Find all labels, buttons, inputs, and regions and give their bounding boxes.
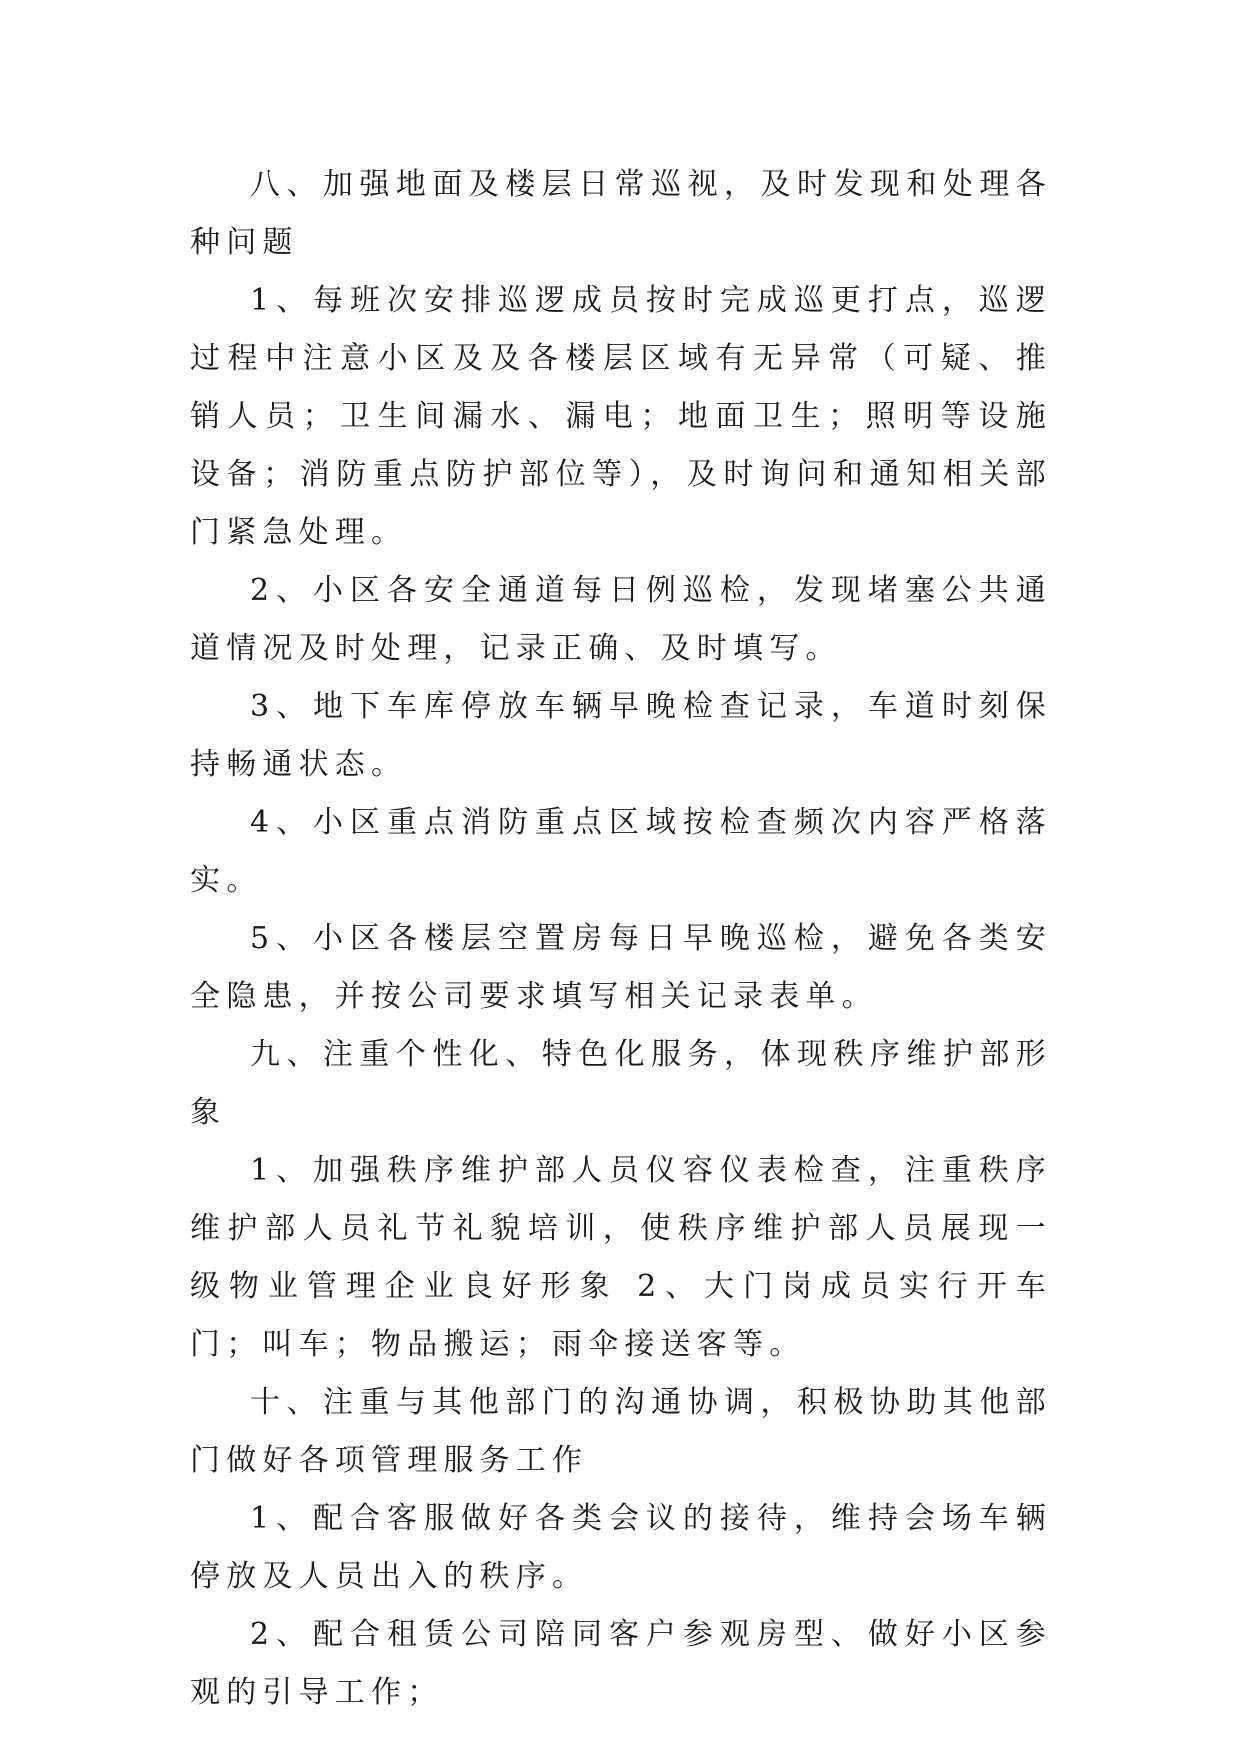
paragraph: 1、加强秩序维护部人员仪容仪表检查，注重秩序维护部人员礼节礼貌培训，使秩序维护部人员展现一级物业管理企业良好形象 2、大门岗成员实行开车门；叫车；物品搬运；雨伞接送客等。: [190, 1153, 1052, 1362]
section-heading-8: 八、加强地面及楼层日常巡视，及时发现和处理各种问题: [190, 167, 1052, 260]
section-heading-9: 九、注重个性化、特色化服务，体现秩序维护部形象: [190, 1037, 1052, 1130]
paragraph: 4、小区重点消防重点区域按检查频次内容严格落实。: [190, 805, 1052, 898]
section-heading-10: 十、注重与其他部门的沟通协调，积极协助其他部门做好各项管理服务工作: [190, 1385, 1052, 1478]
paragraph: 2、配合租赁公司陪同客户参观房型、做好小区参观的引导工作；: [190, 1617, 1052, 1710]
paragraph: 3、地下车库停放车辆早晚检查记录，车道时刻保持畅通状态。: [190, 689, 1052, 782]
document-body: [190, 156, 1052, 1722]
paragraph: 5、小区各楼层空置房每日早晚巡检，避免各类安全隐患，并按公司要求填写相关记录表单。: [190, 921, 1052, 1014]
paragraph: 1、配合客服做好各类会议的接待，维持会场车辆停放及人员出入的秩序。: [190, 1501, 1052, 1594]
paragraph: 2、小区各安全通道每日例巡检，发现堵塞公共通道情况及时处理，记录正确、及时填写。: [190, 573, 1052, 666]
paragraph: 1、每班次安排巡逻成员按时完成巡更打点，巡逻过程中注意小区及及各楼层区域有无异常（可疑、推销人员；卫生间漏水、漏电；地面卫生；照明等设施设备；消防重点防护部位等），及时询问和通知相关部门紧急处理。: [190, 283, 1052, 550]
